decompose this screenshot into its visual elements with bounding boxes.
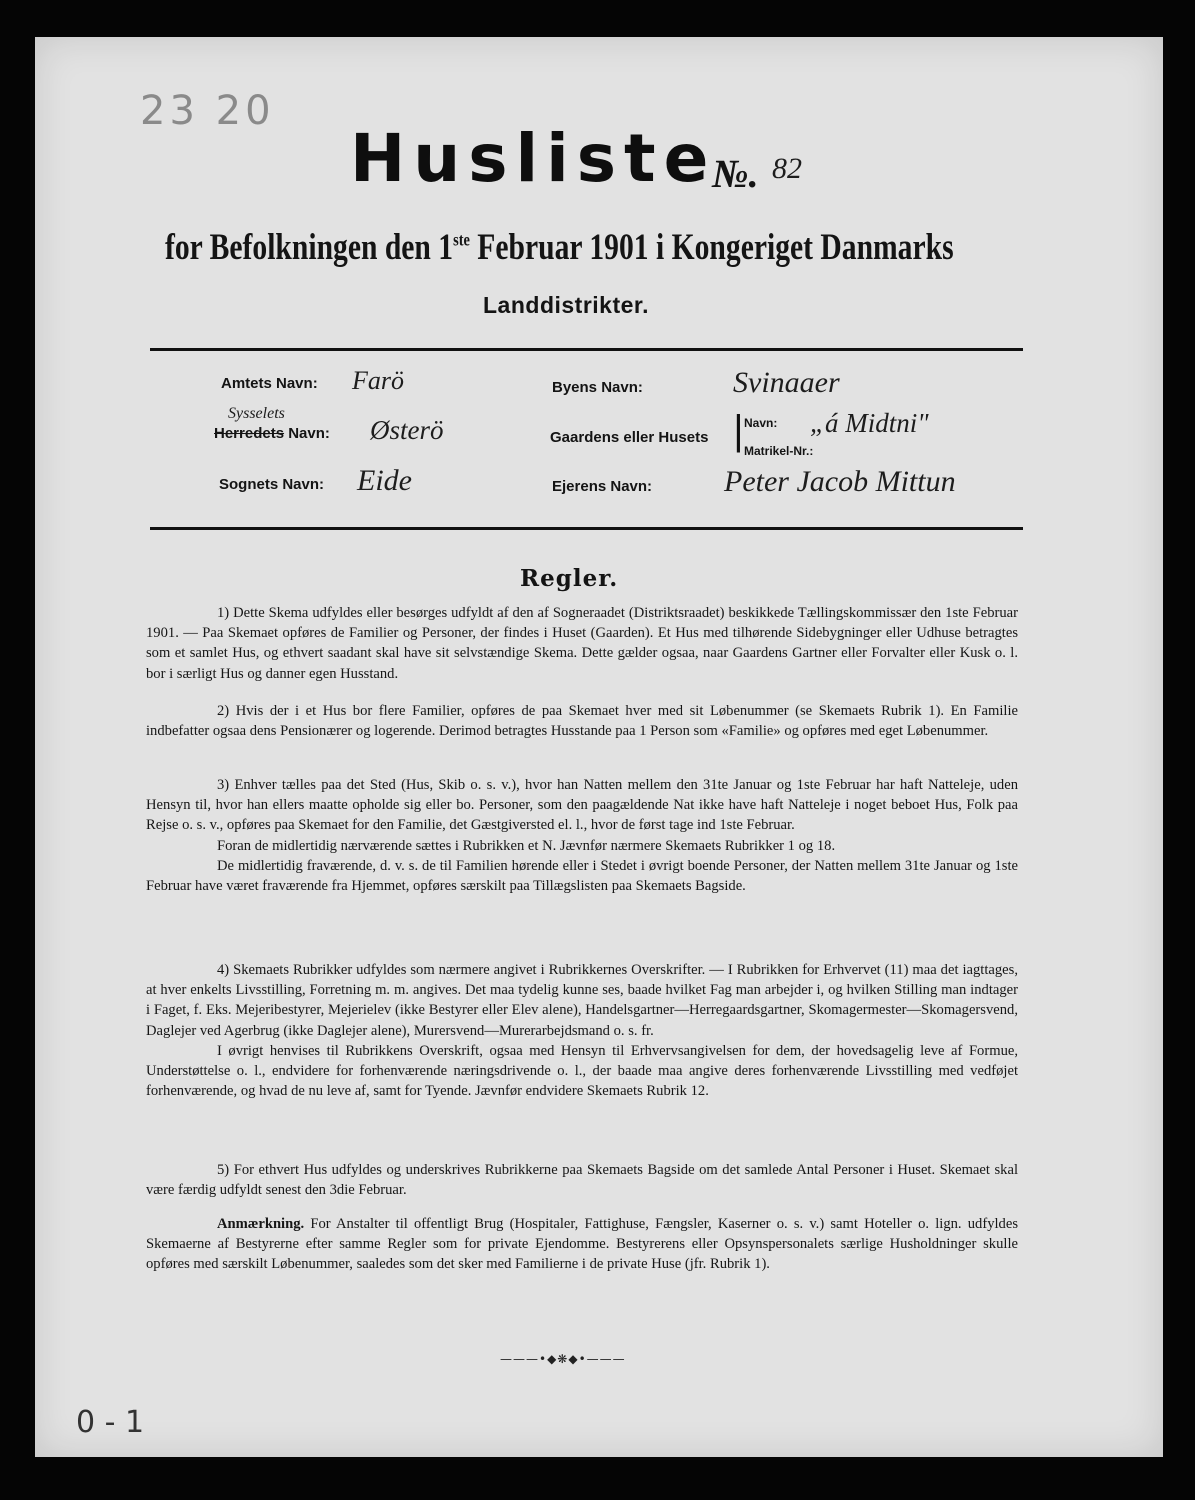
rule-4b-text: I øvrigt henvises til Rubrikkens Overskrift, ogsaa med Hensyn til Erhvervsangivelsen for dem, der hovedsagelig leve af Formue, Understøttelse o. l., endvidere for forhenværende næringsdrivende o. l., der baade maa angive deres forhenværende Livsstilling med vedføjet forhenværende, og hvad de nu leve af, samt for Tyende. Jævnfør endvidere Skemaets Rubrik 12.: [146, 1042, 1018, 1100]
gaard-label: Gaardens eller Husets: [550, 429, 709, 446]
margin-note-top: 23 20: [140, 88, 275, 134]
remark-label: Anmærkning.: [217, 1216, 305, 1232]
rule-3a-text: 3) Enhver tælles paa det Sted (Hus, Skib o. s. v.), hvor han Natten mellem den 31te Januar og 1ste Februar har haft Natteleje, uden Hensyn til, hvor han ellers maatte opholde sig eller bo. Personer, som den paagældende Nat ikke have haft Natteleje i noget beboet Hus, Folk paa Rejse o. s. v., opføres paa Skemaet for den Familie, det Gæstgiversted el. l., hvor de først tage ind 1ste Februar.: [146, 777, 1018, 834]
rule-5: [146, 1160, 1018, 1200]
subtitle-post: Februar 1901 i Kongeriget Danmarks: [469, 227, 954, 268]
syssel-label-handwritten: Sysselets: [228, 405, 285, 422]
rule-4a-text: 4) Skemaets Rubrikker udfyldes som nærmere angivet i Rubrikkernes Overskrifter. — I Rubrikken for Erhvervet (11) maa det iagttages, at hver enkelts Livsstilling, Forretning m. m. angives. Det maa tydelig kunne ses, baade hvilket Fag man arbejder i, og hvilken Stilling man indtager i Faget, f. Eks. Mejeribestyrer, Mejerielev (ikke Bestyrer eller Elev alene), Handelsgartner—Herregaardsgartner, Skomagermester—Skomagersvend, Daglejer ved Agerbrug (ikke Daglejer alene), Murersvend—Murerarbejdsmand o. s. fr.: [146, 962, 1018, 1039]
rule-5-text: 5) For ethvert Hus udfyldes og underskrives Rubrikkerne paa Skemaets Bagside om det samlede Antal Personer i Huset. Skemaet skal være færdig udfyldt senest den 3die Februar.: [146, 1162, 1018, 1199]
herred-struck: Herredets: [214, 425, 285, 442]
remark: [146, 1214, 1018, 1275]
rule-3b-text: Foran de midlertidig nærværende sættes i Rubrikken et N. Jævnfør nærmere Skemaets Rubrikker 1 og 18.: [217, 837, 836, 854]
gaard-navn-label: Navn:: [744, 416, 778, 430]
rule-1: [146, 603, 1018, 684]
herred-label: [214, 425, 330, 442]
amt-value: Farö: [352, 366, 404, 395]
rule-1-text: 1) Dette Skema udfyldes eller besørges udfyldt af den af Sogneraadet (Distriktsraadet) beskikkede Tællingskommissær den 1ste Februar 1901. — Paa Skemaet opføres de Familier og Personer, der findes i Huset (Gaarden). Et Hus med tilhørende Sidebygninger eller Udhuse betragtes som et samlet Hus, og ethvert saadant skal have sit selvstændige Skema. Dette gælder ogsaa, naar Gaardens Gartner eller Forvalter eller Kusk o. l. bor i særligt Hus og danner egen Husstand.: [146, 605, 1018, 682]
ejer-value: Peter Jacob Mittun: [724, 465, 956, 498]
matrikel-label: Matrikel-Nr.:: [744, 444, 814, 458]
middle-rule: [150, 527, 1023, 530]
remark-text: For Anstalter til offentligt Brug (Hospitaler, Fattighuse, Fængsler, Kaserner o. s. v.) samt Hoteller o. lign. udfyldes Skemaerne af Bestyrerne efter samme Regler som for private Ejendomme. Bestyrerens eller Opsynspersonalets særlige Husholdninger skulle opføres med særskilt Løbenummer, saaledes som det sker med Familierne i de private Huse (jfr. Rubrik 1).: [146, 1216, 1018, 1273]
number-sign: №.: [712, 151, 759, 196]
page-title: Husliste: [350, 120, 717, 197]
closing-ornament: ———•◆❋◆•———: [500, 1352, 626, 1366]
herred-value: Østerö: [370, 415, 444, 445]
gaard-brace: |: [732, 408, 745, 452]
sogn-value: Eide: [357, 464, 412, 497]
rule-3: [146, 775, 1018, 896]
subtitle: [165, 226, 954, 269]
rule-2: [146, 701, 1018, 741]
list-number: 82: [772, 152, 802, 185]
district-heading: Landdistrikter.: [483, 292, 649, 318]
herred-suffix: Navn:: [284, 425, 330, 442]
top-rule: [150, 348, 1023, 351]
rule-3c-text: De midlertidig fraværende, d. v. s. de til Familien hørende eller i Stedet i øvrigt boende Personer, der Natten mellem 31te Januar og 1ste Februar have været fraværende fra Hjemmet, opføres særskilt paa Tillægslisten paa Skemaets Bagside.: [146, 857, 1018, 895]
by-label: Byens Navn:: [552, 379, 643, 396]
margin-note-bottom: 0 - 1: [76, 1405, 145, 1440]
rule-2-text: 2) Hvis der i et Hus bor flere Familier, opføres de paa Skemaet hver med sit Løbenummer (se Skemaets Rubrik 1). En Familie indbefatter ogsaa dens Pensionærer og logerende. Derimod betragtes Husstande paa 1 Person som «Familie» og opføres med eget Løbenummer.: [146, 703, 1018, 740]
sogn-label: Sognets Navn:: [219, 476, 325, 493]
subtitle-sup: ste: [453, 229, 470, 250]
by-value: Svinaaer: [733, 366, 840, 399]
rules-heading: Regler.: [520, 565, 619, 592]
ejer-label: Ejerens Navn:: [552, 478, 653, 495]
rule-4: [146, 960, 1018, 1101]
subtitle-pre: for Befolkningen den 1: [165, 227, 454, 268]
gaard-navn-value: „á Midtni": [810, 408, 929, 438]
amt-label: Amtets Navn:: [221, 375, 318, 392]
